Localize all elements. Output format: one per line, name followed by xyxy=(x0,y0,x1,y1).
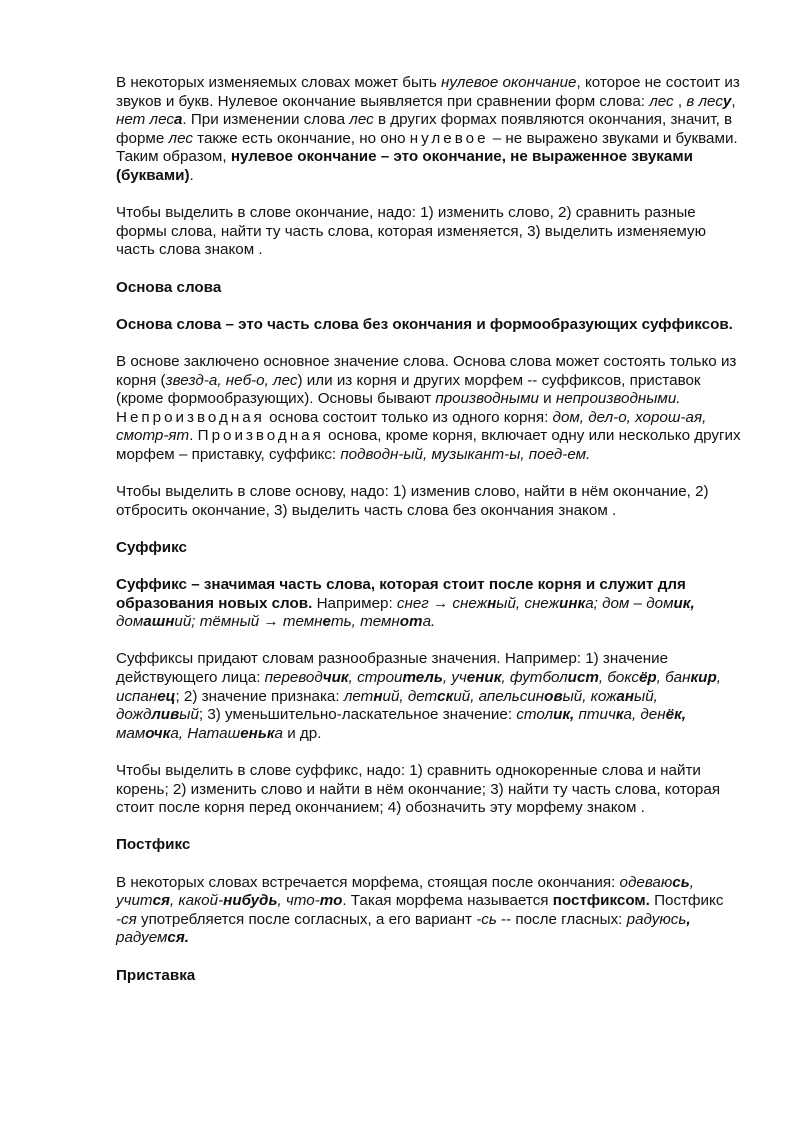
example-italic: а; дом – дом xyxy=(585,594,674,612)
heading-osnova: Основа слова xyxy=(116,278,222,296)
suffix-bold: ёр xyxy=(638,669,657,686)
definition-bold: Основа слова – это часть слова без окончания и формообразующих суффиксов. xyxy=(116,315,733,333)
paragraph-osnova xyxy=(116,353,746,465)
example-italic: радуем xyxy=(116,929,168,947)
example-italic: а. xyxy=(422,613,436,631)
heading-postfix: Постфикс xyxy=(116,836,191,854)
suffix-bold: ск xyxy=(437,687,454,705)
example-italic: в лес xyxy=(686,92,723,110)
term-italic: нулевое окончание xyxy=(441,74,577,91)
suffix-bold: ик, xyxy=(553,706,575,724)
suffix-bold: ан xyxy=(616,687,635,705)
example-italic: ий; тёмный → темн xyxy=(174,613,323,631)
text: , xyxy=(673,92,687,110)
example-italic: а, ден xyxy=(623,706,666,724)
example-italic: дом, дел-о, хорош-ая, смотр-ят xyxy=(116,408,707,445)
example-italic: а xyxy=(274,724,283,742)
suffix-bold: лив xyxy=(151,706,180,724)
example-italic: , что- xyxy=(277,892,320,910)
suffix-bold: тель xyxy=(402,669,443,686)
text: основа состоит только из одного корня: xyxy=(264,408,553,426)
text: и др. xyxy=(283,724,322,742)
example-italic: ий, дет xyxy=(382,687,438,705)
paragraph-find-ending: Чтобы выделить в слове окончание, надо: 1) изменить слово, 2) сравнить разные формы слова, найти ту часть слова, которая изменяется, 3) выделить изменяемую часть слова знаком . xyxy=(116,204,706,259)
suffix-bold: чик xyxy=(322,669,349,686)
example-italic: одеваю xyxy=(619,873,673,891)
example-italic: лес xyxy=(168,129,193,147)
suffix-bold: ик, xyxy=(673,594,695,612)
text: . Такая морфема называется xyxy=(342,892,553,910)
text: Постфикс xyxy=(649,892,724,910)
example-italic: , строи xyxy=(348,669,403,686)
text: ; 3) уменьшительно-ласкательное значение: xyxy=(198,706,517,724)
term-italic: производными xyxy=(435,390,539,408)
postfix-bold: , xyxy=(686,910,691,928)
suffix-bold: инк xyxy=(559,594,586,612)
text: -- после гласных: xyxy=(496,910,627,928)
text: ; 2) значение признака: xyxy=(175,687,344,705)
example-italic: стол xyxy=(516,706,554,724)
example-italic: а, Наташ xyxy=(170,724,241,742)
paragraph-postfix xyxy=(116,874,746,948)
term-bold: постфиксом. xyxy=(552,892,650,910)
example-italic: , какой- xyxy=(169,892,224,910)
example-italic: -сь xyxy=(476,910,497,928)
suffix-bold: н xyxy=(373,687,383,705)
definition-suffix xyxy=(116,576,746,632)
example-italic: лес xyxy=(349,111,374,129)
heading-prefix: Приставка xyxy=(116,966,196,984)
example-italic: ый, кож xyxy=(562,687,617,705)
document-page xyxy=(116,74,746,1004)
text: , xyxy=(731,92,736,110)
example-italic: лес xyxy=(649,92,674,110)
paragraph-suffix-meanings xyxy=(116,650,746,743)
text: основа, кроме корня, включает одну или несколько других морфем – приставку, суффикс: xyxy=(116,427,741,463)
spaced-word: нулевое xyxy=(409,129,489,147)
suffix-bold: еньк xyxy=(240,724,275,742)
example-italic: снег → снеж xyxy=(396,594,488,612)
definition-osnova xyxy=(116,316,746,335)
example-italic: перевод xyxy=(264,669,323,686)
text: в других формах появляются окончания, значит, в форме xyxy=(116,111,733,147)
example-italic: -ся xyxy=(116,910,137,928)
suffix-bold: еник xyxy=(466,669,502,686)
suffix-bold: ист xyxy=(567,669,599,686)
heading-suffix: Суффикс xyxy=(116,538,187,556)
spaced-word: Непроизводная xyxy=(116,408,265,426)
paragraph-find-suffix: Чтобы выделить в слове суффикс, надо: 1) сравнить однокоренные слова и найти корень; 2) изменить слово и найти в нём окончание; 3) найти ту часть слова, которая стоит после корня перед окончанием; 4) обозначить эту морфему знаком . xyxy=(116,761,721,817)
text: Например: xyxy=(312,594,397,612)
text: – не выражено звуками и буквами. Таким образом, xyxy=(116,129,738,166)
example-ending-bold: у xyxy=(722,92,732,110)
postfix-bold: то xyxy=(319,892,343,910)
example-italic: , испан xyxy=(116,669,721,705)
text: В основе заключено основное значение слова. Основа слова может состоять только из корня ( xyxy=(116,352,737,389)
example-italic: птич xyxy=(574,706,616,724)
suffix-bold: ов xyxy=(544,687,563,705)
suffix-bold: кир xyxy=(690,669,717,686)
definition-bold: нулевое окончание – это окончание, не выраженное звуками (буквами) xyxy=(116,148,693,184)
suffix-bold: от xyxy=(399,613,423,631)
postfix-bold: сь xyxy=(672,873,690,891)
paragraph-find-osnova: Чтобы выделить в слове основу, надо: 1) изменив слово, найти в нём окончание, 2) отбросить окончание, 3) выделить часть слова без окончания знаком . xyxy=(116,483,709,519)
example-italic: мам xyxy=(116,724,146,742)
postfix-bold: нибудь xyxy=(223,892,278,910)
text: употребляется после согласных, а его вариант xyxy=(136,910,477,928)
text: также есть окончание, но оно xyxy=(192,129,410,147)
example-italic: дом xyxy=(116,613,144,631)
paragraph-null-ending xyxy=(116,74,746,186)
text: и xyxy=(538,390,556,408)
spaced-word: Производная xyxy=(197,427,324,445)
example-italic: ий, апельсин xyxy=(453,687,545,705)
example-italic: подводн-ый, музыкант-ы, поед-ем. xyxy=(340,445,591,463)
example-italic: лет xyxy=(343,687,374,705)
definition-bold: Суффикс – значимая часть слова, которая стоит после корня и служит для образования новых слов. xyxy=(116,576,686,612)
example-italic: ый, дожд xyxy=(116,687,658,724)
example-ending-bold: а xyxy=(173,111,183,129)
suffix-bold: очк xyxy=(145,724,171,742)
text: . При изменении слова xyxy=(182,111,350,129)
suffix-bold: е xyxy=(322,613,331,631)
example-italic: ть, темн xyxy=(331,613,400,631)
suffix-bold: к xyxy=(615,706,624,724)
suffix-bold: н xyxy=(487,594,497,612)
suffix-bold: ец xyxy=(157,687,176,705)
example-italic: , уч xyxy=(442,669,467,686)
example-italic: нет лес xyxy=(116,111,174,129)
example-italic: , учит xyxy=(116,873,694,910)
text: , которое не состоит из звуков и букв. Нулевое окончание выявляется при сравнении форм слова: xyxy=(116,74,740,110)
suffix-bold: ёк, xyxy=(665,706,686,724)
postfix-bold: ся. xyxy=(167,929,190,947)
text: Суффиксы придают словам разнообразные значения. Например: 1) значение действующего лица: xyxy=(116,650,669,686)
example-italic: , бокс xyxy=(598,669,639,686)
example-italic: ый, снеж xyxy=(496,594,560,612)
text: ) или из корня и других морфем -- суффиксов, приставок (кроме формообразующих). Основы бывают xyxy=(116,371,701,408)
postfix-bold: ся xyxy=(152,892,170,910)
example-italic: , футбол xyxy=(501,669,568,686)
example-italic: звезд-а, неб-о, лес xyxy=(165,371,298,389)
suffix-bold: ашн xyxy=(143,613,175,631)
example-italic: , бан xyxy=(656,669,691,686)
term-italic: непроизводными. xyxy=(555,390,681,408)
example-italic: ый xyxy=(179,706,199,724)
text: В некоторых изменяемых словах может быть xyxy=(116,74,442,91)
text: В некоторых словах встречается морфема, стоящая после окончания: xyxy=(116,873,620,891)
example-italic: радуюсь xyxy=(626,910,687,928)
text: . xyxy=(189,166,194,184)
text: . xyxy=(189,427,198,445)
